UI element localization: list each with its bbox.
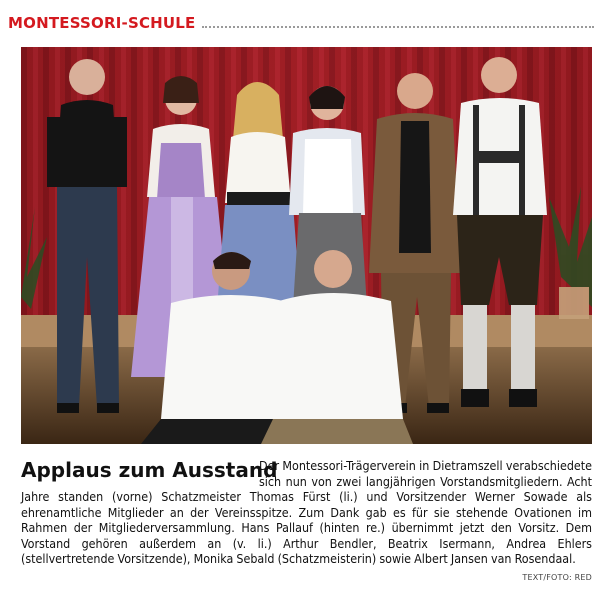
dotted-rule: [202, 18, 594, 28]
photo-credit: TEXT/FOTO: RED: [522, 573, 592, 582]
article-headline: Applaus zum Ausstand: [21, 458, 278, 482]
section-header: [8, 12, 594, 34]
article-body: [21, 458, 592, 567]
group-photo: [21, 47, 592, 444]
article-body-text: Der Montessori-Trägerverein in Dietramszell verabschiedete sich nun von zwei langjährigen Vorstandsmitgliedern. Acht Jahre standen (vorne) Schatzmeister Thomas Fürst (li.) und Vorsitzender Werner Sowade als ehrenamtliche Mitglieder an der Vereinsspitze. Zum Dank gab es für sie stehende Ovationen im Rahmen der Mitgliederversammlung. Hans Pallauf (hinten re.) übernimmt jetzt den Vorsitz. Dem Vorstand gehören außerdem an (v. li.) Arthur Bendler, Beatrix Isermann, Andrea Ehlers (stellvertretende Vorsitzende), Monika Sebald (Schatzmeisterin) sowie Albert Jansen van Rosendaal.: [21, 458, 592, 566]
headline-spacer: [21, 458, 278, 486]
section-title: MONTESSORI-SCHULE: [8, 14, 196, 32]
